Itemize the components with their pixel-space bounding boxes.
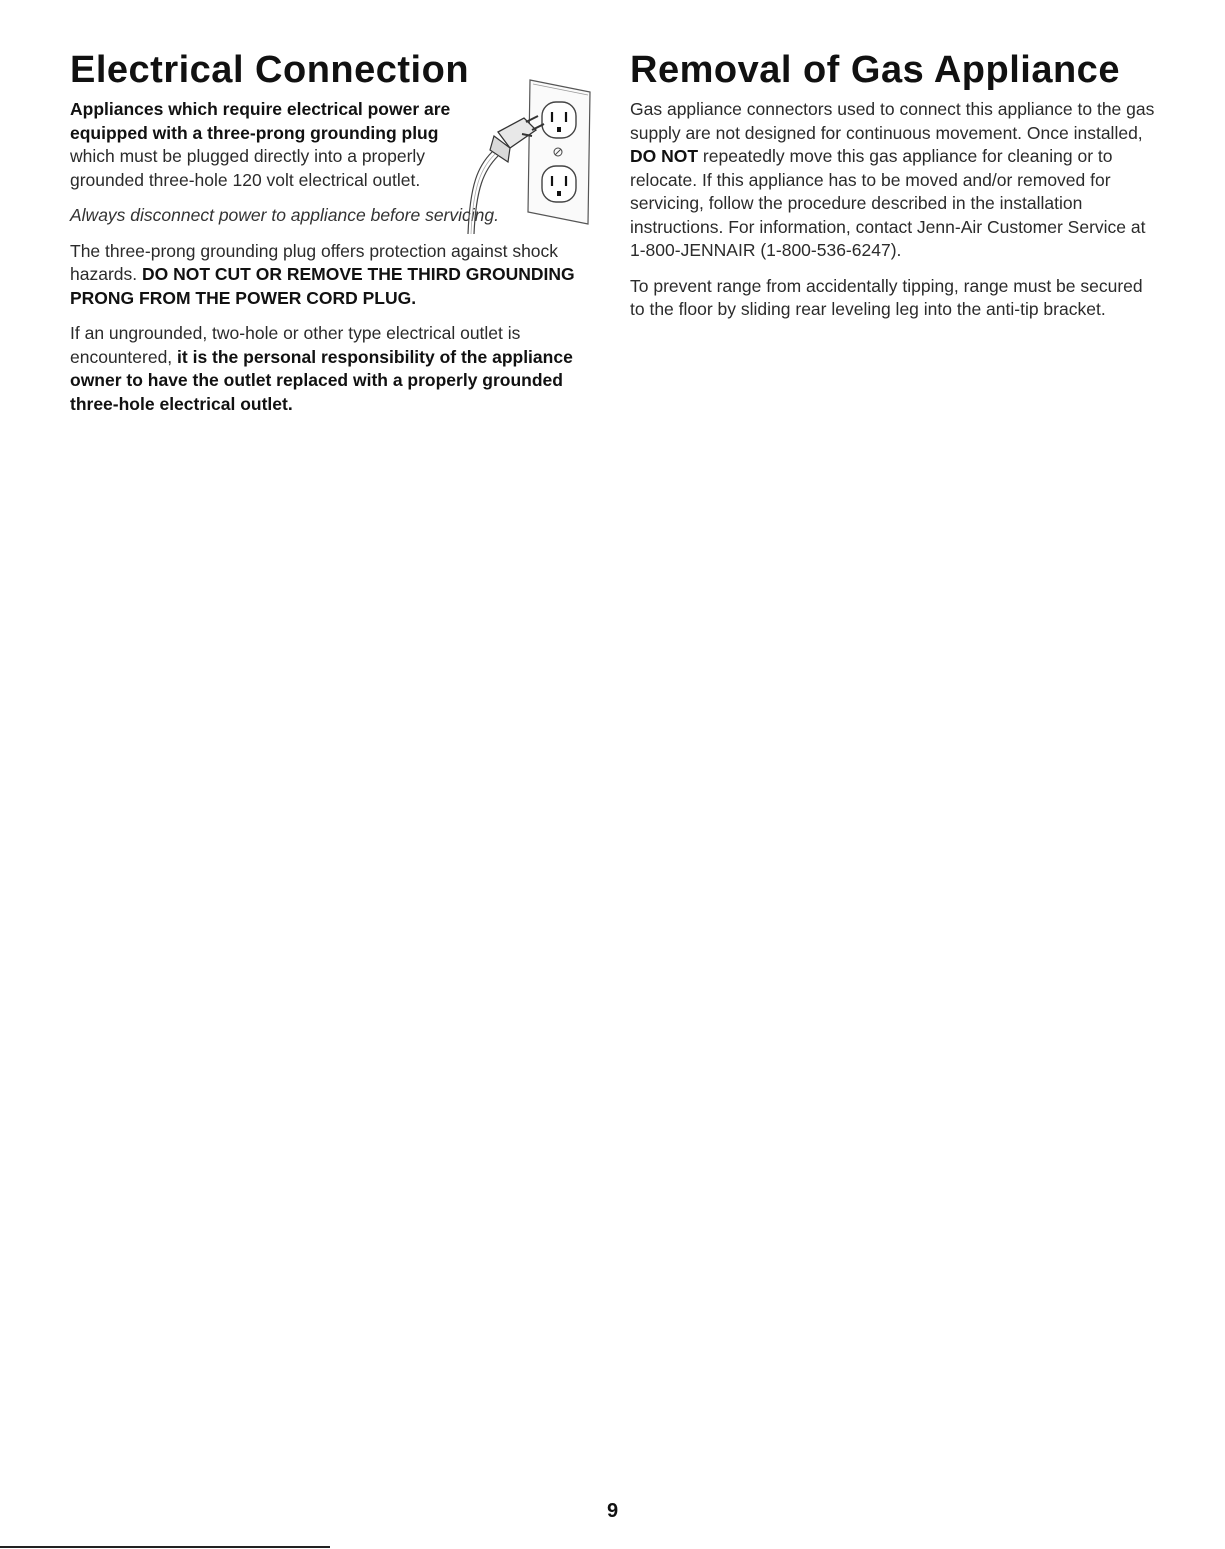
outlet-and-plug-icon	[438, 74, 598, 234]
ungrounded-text: If an ungrounded, two-hole or other type electrical outlet is encountered,	[70, 323, 521, 367]
page-number: 9	[606, 1500, 619, 1522]
ungrounded-paragraph	[70, 322, 585, 416]
grounding-text: The three-prong grounding plug offers protection against shock hazards.	[70, 240, 559, 284]
anti-tip-paragraph: To prevent range from accidentally tipping, range must be secured to the floor by sliding rear leveling leg into the anti-tip bracket.	[630, 275, 1143, 319]
intro-rest: which must be plugged directly into a properly grounded three-hole 120 volt electrical outlet.	[70, 146, 426, 190]
electrical-connection-section	[70, 48, 585, 428]
footer-rule	[0, 1546, 330, 1548]
do-not-emphasis: DO NOT	[630, 146, 699, 166]
intro-block	[70, 98, 585, 192]
connectors-text-b: repeatedly move this gas appliance for cleaning or to relocate. If this appliance has to be moved and/or removed for servicing, follow the procedure described in the installation instructions. For information, contact Jenn-Air Customer Service at 1-800-JENNAIR (1-800-536-6247).	[630, 146, 1146, 260]
intro-bold-lead: Appliances which require electrical power are equipped with a three-prong grounding plug	[70, 99, 451, 143]
disconnect-note: Always disconnect power to appliance before servicing.	[70, 205, 499, 225]
section-title-electrical: Electrical Connection	[70, 49, 470, 91]
grounding-warning: DO NOT CUT OR REMOVE THE THIRD GROUNDING PRONG FROM THE POWER CORD PLUG.	[70, 264, 575, 308]
ungrounded-responsibility: it is the personal responsibility of the appliance owner to have the outlet replaced with a properly grounded three-hole electrical outlet.	[70, 346, 573, 414]
connectors-text-a: Gas appliance connectors used to connect this appliance to the gas supply are not designed for continuous movement. Once installed,	[630, 99, 1155, 143]
connectors-paragraph	[630, 98, 1155, 263]
section-title-removal: Removal of Gas Appliance	[630, 49, 1120, 91]
removal-gas-appliance-section	[630, 48, 1155, 334]
intro-paragraph	[70, 98, 470, 192]
grounding-paragraph	[70, 240, 585, 311]
